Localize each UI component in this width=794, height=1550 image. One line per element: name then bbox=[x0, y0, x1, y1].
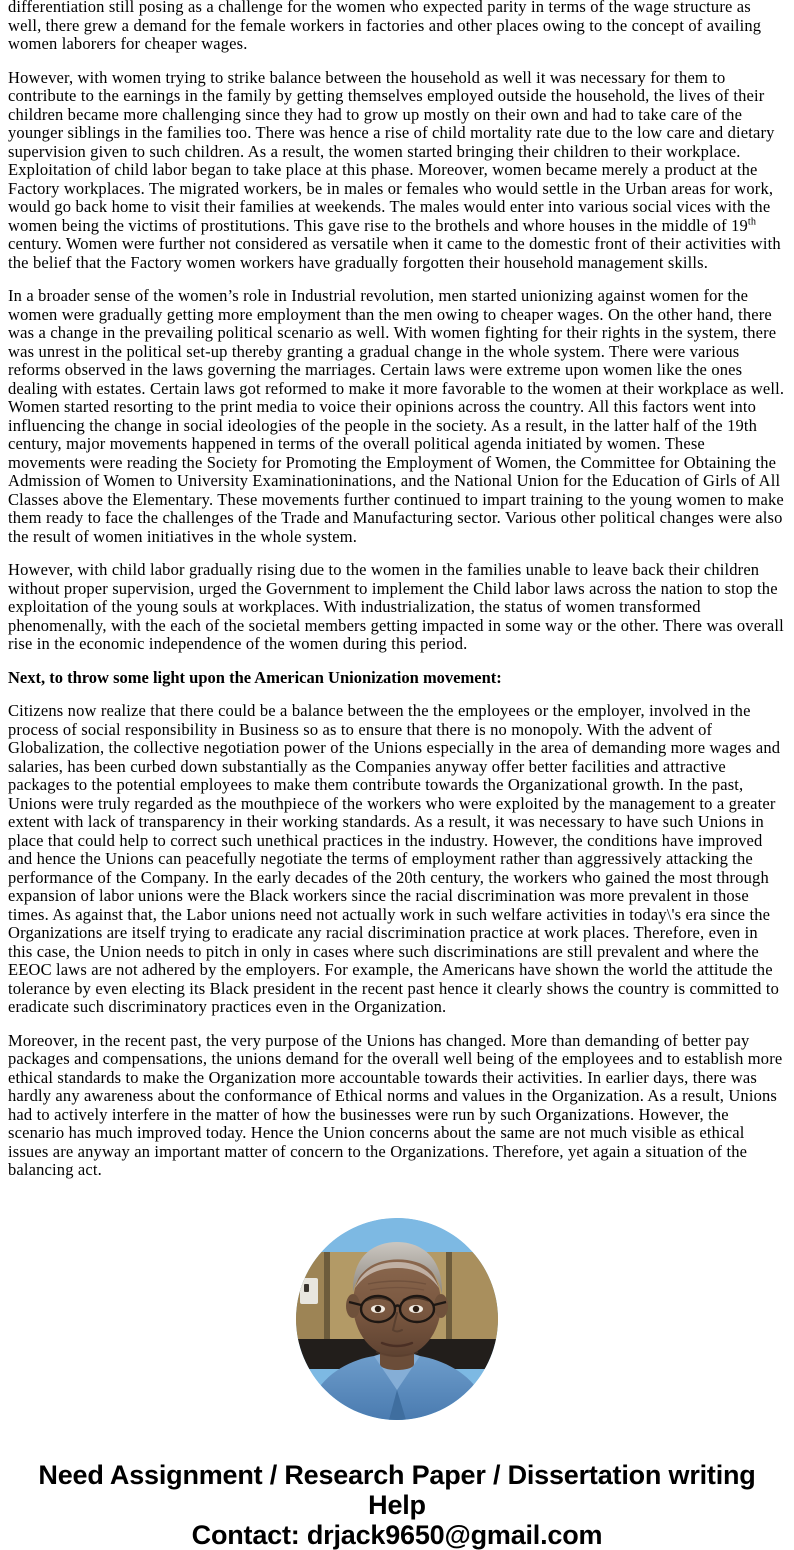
author-photo-block bbox=[8, 1218, 786, 1420]
paragraph-6: Moreover, in the recent past, the very purpose of the Unions has changed. More than demanding of better pay packages and compensations, the unions demand for the overall well being of the employees and to establish more ethical standards to make the Organization more accountable towards their activities. In earlier days, there was hardly any awareness about the conformance of Ethical norms and values in the Organization. As a result, Unions had to actively interfere in the matter of how the businesses were run by such Organizations. However, the scenario has much improved today. Hence the Union concerns about the same are not much visible as ethical issues are anyway an important matter of concern to the Organizations. Therefore, yet again a situation of the balancing act. bbox=[8, 1030, 783, 1179]
paragraph-1: differentiation still posing as a challenge for the women who expected parity in terms of the wage structure as well, there grew a demand for the female workers in factories and other places owing to the concept of availing women laborers for cheaper wages. bbox=[8, 0, 762, 53]
ordinal-superscript: th bbox=[747, 216, 757, 227]
avatar bbox=[296, 1218, 498, 1420]
section-heading: Next, to throw some light upon the American Unionization movement: bbox=[8, 667, 502, 687]
footer-contact-email[interactable]: Contact: drjack9650@gmail.com bbox=[191, 1519, 603, 1550]
footer-contact-block bbox=[8, 1460, 786, 1550]
footer-headline: Need Assignment / Research Paper / Dissertation writing Help bbox=[38, 1459, 756, 1520]
paragraph-4: However, with child labor gradually rising due to the women in the families unable to leave back their children without proper supervision, urged the Government to implement the Child labor laws across the nation to stop the exploitation of the young souls at workplaces. With industrialization, the status of women transformed phenomenally, with the each of the societal members getting impacted in some way or the other. There was overall rise in the economic independence of the women during this period. bbox=[8, 560, 784, 653]
paragraph-3: In a broader sense of the women’s role in Industrial revolution, men started unionizing against women for the women were gradually getting more employment than the men owing to cheaper wages. On the other hand, there was a change in the prevailing political scenario as well. With women fighting for their rights in the system, there was unrest in the political set-up thereby granting a gradual change in the whole system. There were various reforms observed in the laws governing the marriages. Certain laws were extreme upon women like the ones dealing with estates. Certain laws got reformed to make it more favorable to the women at their workplace as well. Women started resorting to the print media to voice their opinions across the country. All this factors went into influencing the change in social ideologies of the people in the society. As a result, in the latter half of the 19th century, major movements happened in terms of the overall political agenda initiated by women. These movements were reading the Society for Promoting the Employment of Women, the Committee for Obtaining the Admission of Women to University Examinationinations, and the National Union for the Education of Girls of All Classes above the Elementary. These movements further continued to impart training to the young women to make them ready to face the challenges of the Trade and Manufacturing sector. Various other political changes were also the result of women initiatives in the whole system. bbox=[8, 286, 785, 546]
paragraph-2-part-1: However, with women trying to strike balance between the household as well it was necessary for them to contribute to the earnings in the family by getting themselves employed outside the household, the lives of their children became more challenging since they had to grow up mostly on their own and had to take care of the younger siblings in the families too. There was hence a rise of child mortality rate due to the low care and dietary supervision given to such children. As a result, the women started bringing their children to their workplace. Exploitation of child labor began to take place at this phase. Moreover, women became merely a product at the Factory workplaces. The migrated workers, be in males or females who would settle in the Urban areas for work, would go back home to visit their families at weekends. The males would enter into various social vices with the women being the victims of prostitutions. This gave rise to the brothels and whore houses in the middle of 19 bbox=[8, 67, 775, 235]
paragraph-2-part-2: century. Women were further not considered as versatile when it came to the domestic front of their activities with the belief that the Factory women workers have gradually forgotten their household management skills. bbox=[8, 234, 781, 272]
paragraph-5: Citizens now realize that there could be a balance between the the employees or the employer, involved in the process of social responsibility in Business so as to ensure that there is no monopoly. With the advent of Globalization, the collective negotiation power of the Unions especially in the area of demanding more wages and salaries, has been curbed down substantially as the Companies anyway offer better facilities and attractive packages to the potential employees to make them contribute towards the Organizational growth. In the past, Unions were truly regarded as the mouthpiece of the workers who were exploited by the management to a greater extent with lack of transparency in their working standards. As a result, it was necessary to have such Unions in place that could help to correct such unethical practices in the industry. However, the conditions have improved and hence the Unions can peacefully negotiate the terms of employment rather than aggressively attacking the performance of the Company. In the early decades of the 20th century, the workers who gained the most through expansion of labor unions were the Black workers since the racial discrimination was more prevalent in those times. As against that, the Labor unions need not actually work in such welfare activities in today\'s era since the Organizations are itself trying to eradicate any racial discrimination practice at work places. Therefore, even in this case, the Union needs to pitch in only in cases where such discriminations are still prevalent and where the EEOC laws are not adhered by the employers. For example, the Americans have shown the world the attitude the tolerance by even electing its Black president in the recent past hence it clearly shows the country is committed to eradicate such discriminatory practices even in the Organization. bbox=[8, 701, 781, 1016]
paragraph-2 bbox=[8, 69, 786, 273]
